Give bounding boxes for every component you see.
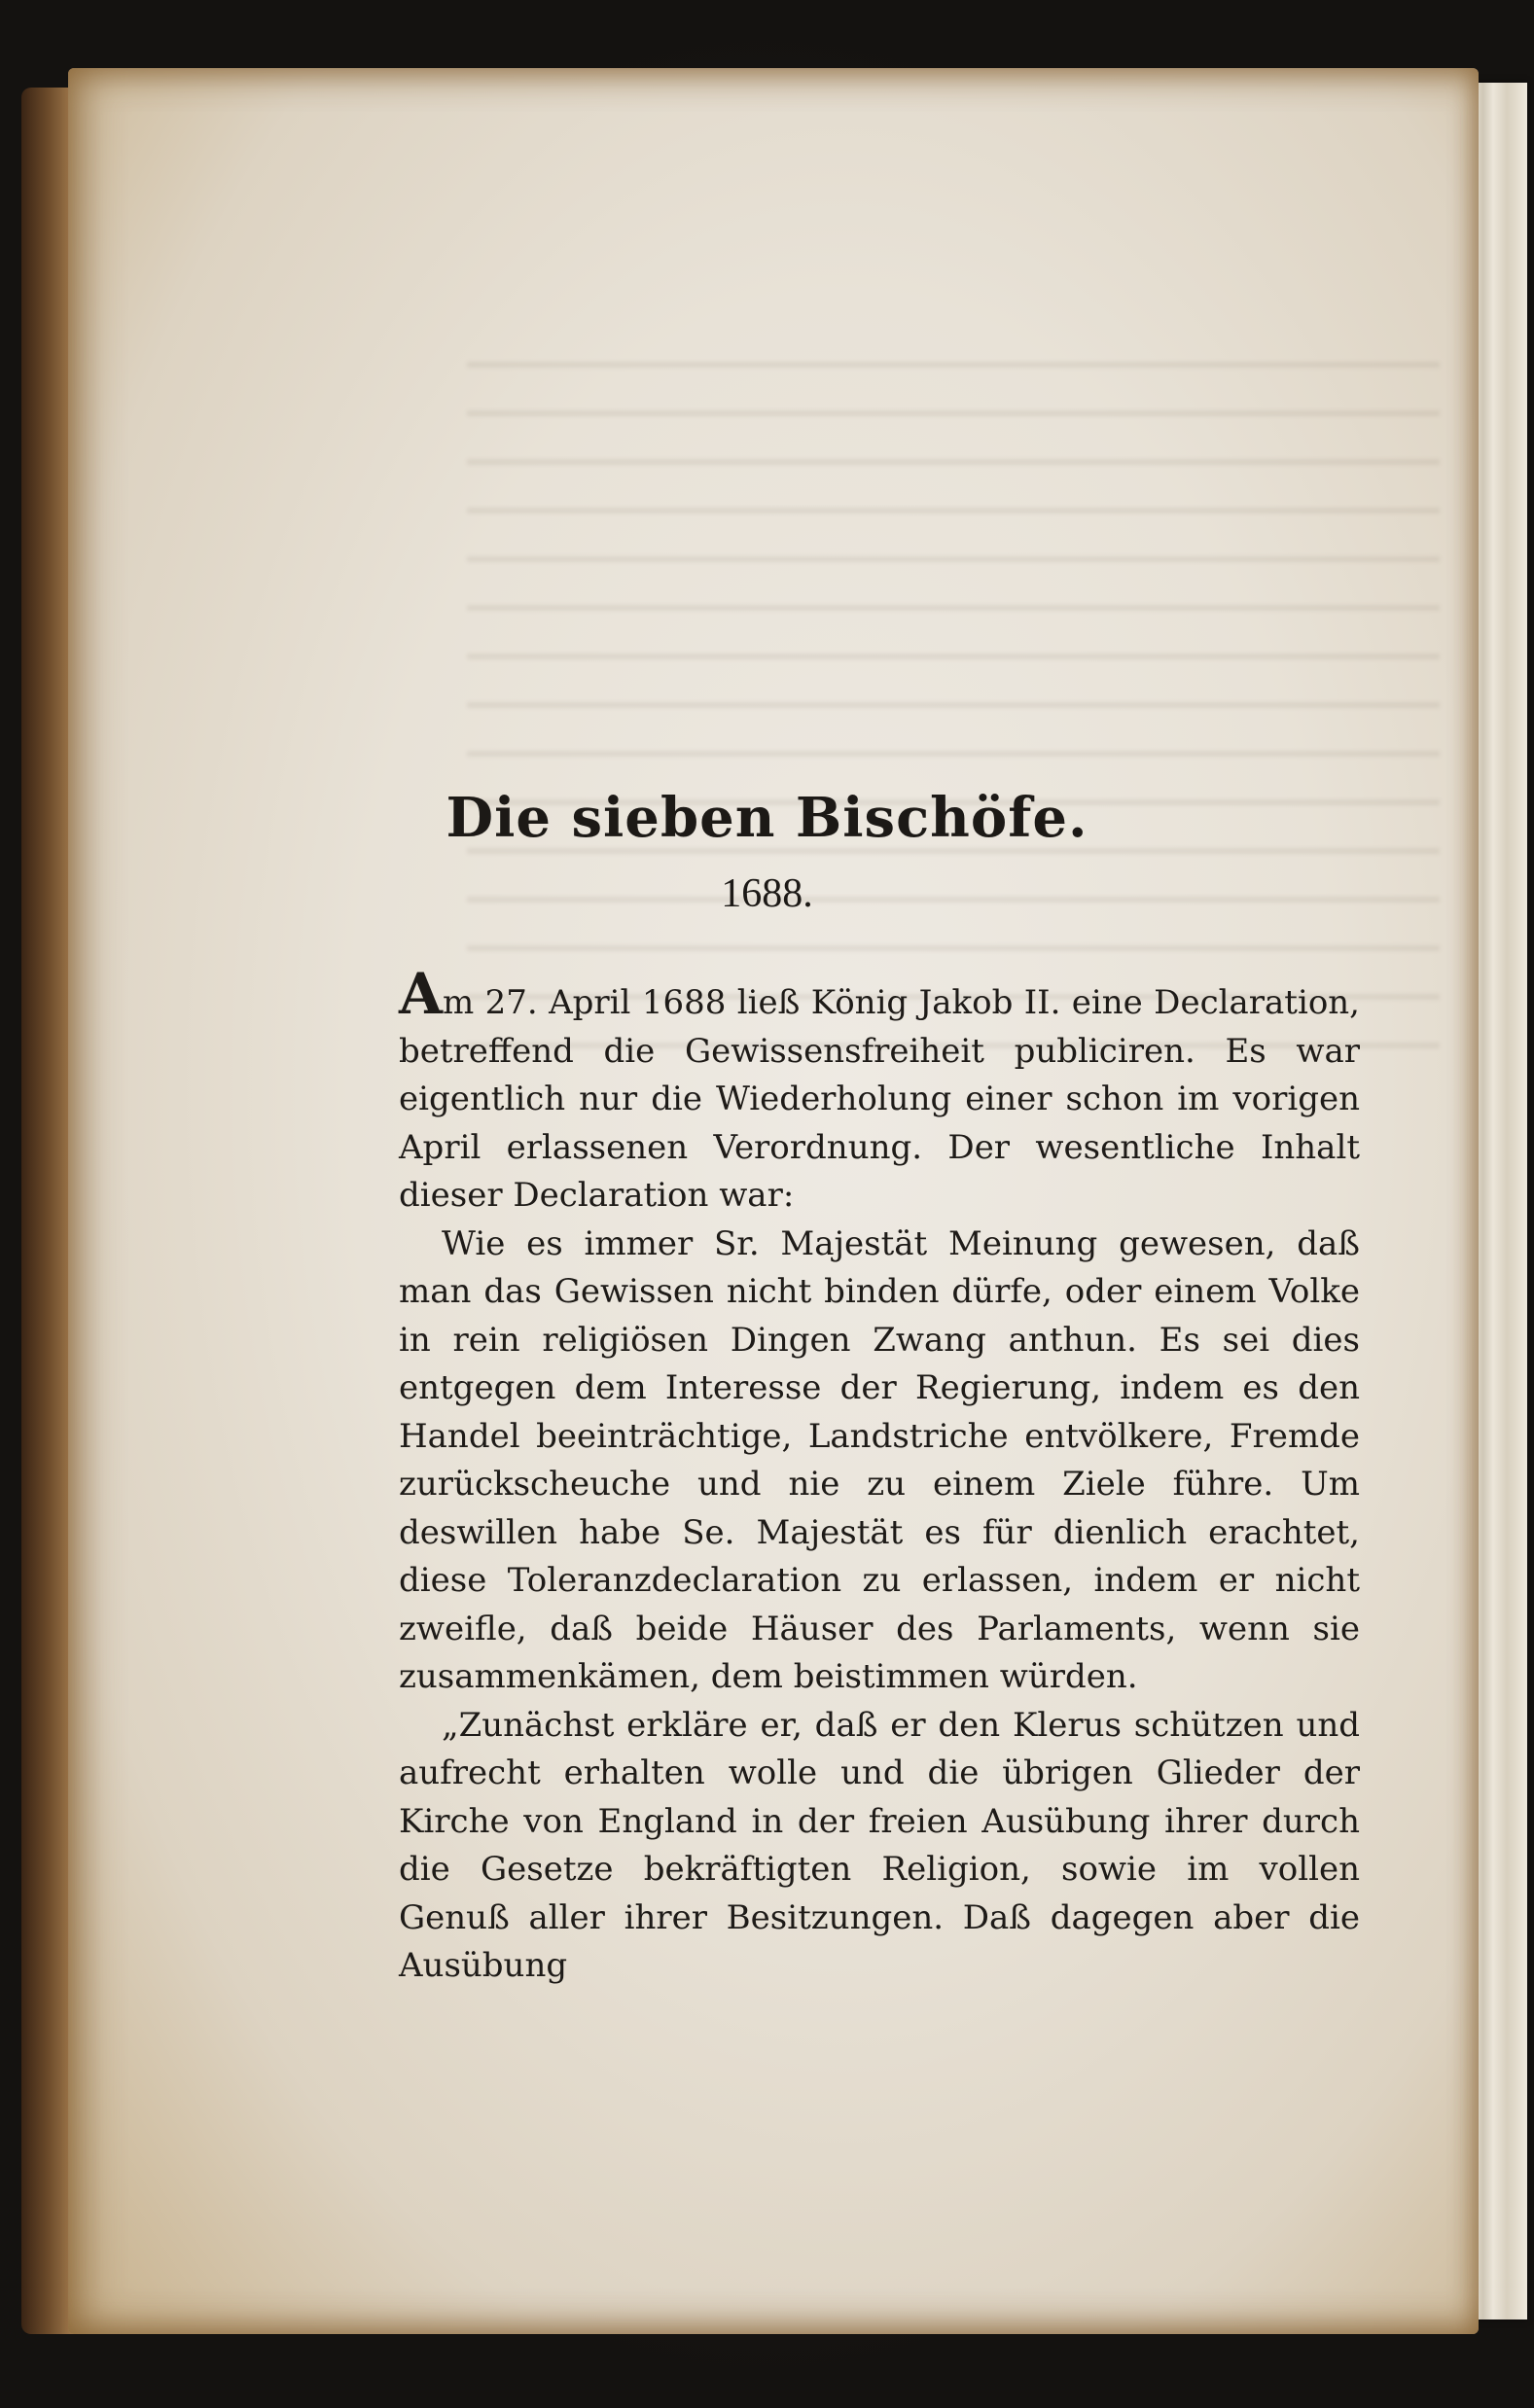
initial-letter: A [399, 961, 444, 1027]
paragraph-3: „Zunächst erkläre er, daß er den Klerus schützen und aufrecht erhalten wolle und die übrigen Glieder der Kirche von England in der freien Ausübung ihrer durch die Gesetze bekräftigten Religion, sowie im vollen Genuß aller ihrer Besitzungen. Daß dagegen aber die Ausübung [399, 1705, 1360, 1985]
paragraph-1-text: m 27. April 1688 ließ König Jakob II. eine Declaration, betreffend die Gewissensfreiheit publiciren. Es war eigentlich nur die Wiederholung einer schon im vorigen April erlassenen Verordnung. Der wesentliche Inhalt dieser Declaration war: [399, 983, 1360, 1215]
paragraph-1 [399, 961, 1360, 1221]
body-text [399, 961, 1360, 1991]
paragraph-2: Wie es immer Sr. Majestät Meinung gewesen, daß man das Gewissen nicht binden dürfe, oder einem Volke in rein religiösen Dingen Zwang anthun. Es sei dies entgegen dem Interesse der Regierung, indem es den Handel beeinträchtige, Landstriche entvölkere, Fremde zurückscheuche und nie zu einem Ziele führe. Um deswillen habe Se. Majestät es für dienlich erachtet, diese Toleranzdeclaration zu erlassen, indem er nicht zweifle, daß beide Häuser des Parlaments, wenn sie zusammenkämen, dem beistimmen würden. [399, 1223, 1360, 1696]
show-through-text [467, 331, 1440, 1070]
chapter-year: 1688. [721, 871, 813, 916]
chapter-title: Die sieben Bischöfe. [446, 786, 1088, 850]
